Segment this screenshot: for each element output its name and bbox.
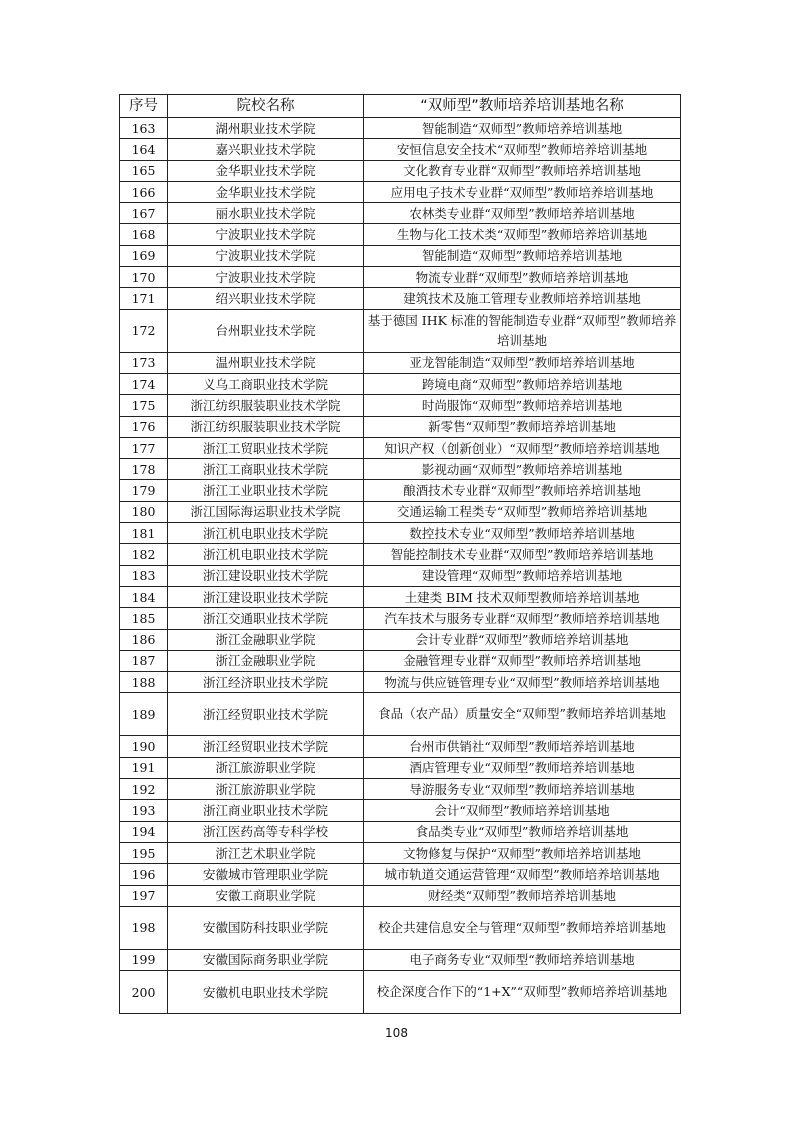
base-name: 建设管理“双师型”教师培养培训基地	[364, 565, 681, 586]
school-name: 金华职业技术学院	[168, 181, 364, 202]
school-name: 浙江机电职业技术学院	[168, 523, 364, 544]
base-list-table	[119, 94, 681, 1014]
school-name: 浙江纺织服装职业技术学院	[168, 416, 364, 437]
school-name: 台州职业技术学院	[168, 309, 364, 352]
table-row	[120, 736, 681, 757]
school-name: 浙江经济职业技术学院	[168, 672, 364, 693]
base-name: 会计“双师型”教师培养培训基地	[364, 800, 681, 821]
base-name: 新零售“双师型”教师培养培训基地	[364, 416, 681, 437]
school-name: 浙江工商职业技术学院	[168, 459, 364, 480]
school-name: 安徽工商职业学院	[168, 885, 364, 906]
row-number: 191	[120, 757, 168, 778]
table-row	[120, 885, 681, 906]
row-number: 170	[120, 267, 168, 288]
row-number: 185	[120, 608, 168, 629]
row-number: 174	[120, 373, 168, 394]
row-number: 189	[120, 693, 168, 736]
table-row	[120, 118, 681, 139]
base-name: 电子商务专业“双师型“教师培养培训基地	[364, 949, 681, 970]
header-number: 序号	[120, 95, 168, 118]
row-number: 165	[120, 160, 168, 181]
row-number: 173	[120, 352, 168, 373]
school-name: 安徽国防科技职业学院	[168, 906, 364, 949]
table-row	[120, 971, 681, 1014]
row-number: 177	[120, 437, 168, 458]
table-row	[120, 544, 681, 565]
table-row	[120, 267, 681, 288]
row-number: 181	[120, 523, 168, 544]
school-name: 温州职业技术学院	[168, 352, 364, 373]
school-name: 金华职业技术学院	[168, 160, 364, 181]
base-name: 智能制造“双师型”教师培养培训基地	[364, 118, 681, 139]
base-name: 校企共建信息安全与管理“双师型”教师培养培训基地	[364, 906, 681, 949]
school-name: 浙江建设职业技术学院	[168, 586, 364, 607]
base-name: 时尚服饰“双师型”教师培养培训基地	[364, 395, 681, 416]
row-number: 187	[120, 650, 168, 671]
school-name: 浙江旅游职业学院	[168, 779, 364, 800]
table-row	[120, 800, 681, 821]
base-name: 应用电子技术专业群“双师型”教师培养培训基地	[364, 181, 681, 202]
school-name: 浙江交通职业技术学院	[168, 608, 364, 629]
school-name: 丽水职业技术学院	[168, 203, 364, 224]
table-row	[120, 501, 681, 522]
row-number: 172	[120, 309, 168, 352]
base-name: 酿酒技术专业群“双师型”教师培养培训基地	[364, 480, 681, 501]
school-name: 安徽城市管理职业学院	[168, 864, 364, 885]
row-number: 198	[120, 906, 168, 949]
row-number: 168	[120, 224, 168, 245]
school-name: 宁波职业技术学院	[168, 224, 364, 245]
base-name: 物流专业群“双师型”教师培养培训基地	[364, 267, 681, 288]
row-number: 197	[120, 885, 168, 906]
table-row	[120, 779, 681, 800]
row-number: 179	[120, 480, 168, 501]
school-name: 安徽机电职业技术学院	[168, 971, 364, 1014]
school-name: 嘉兴职业技术学院	[168, 139, 364, 160]
base-name: 数控技术专业“双师型”教师培养培训基地	[364, 523, 681, 544]
base-name: 物流与供应链管理专业“双师型”教师培养培训基地	[364, 672, 681, 693]
row-number: 193	[120, 800, 168, 821]
school-name: 宁波职业技术学院	[168, 245, 364, 266]
row-number: 169	[120, 245, 168, 266]
table-row	[120, 565, 681, 586]
school-name: 安徽国际商务职业学院	[168, 949, 364, 970]
table-row	[120, 373, 681, 394]
row-number: 167	[120, 203, 168, 224]
table-row	[120, 821, 681, 842]
base-name: 农林类专业群“双师型”教师培养培训基地	[364, 203, 681, 224]
table-row	[120, 309, 681, 352]
school-name: 浙江旅游职业学院	[168, 757, 364, 778]
base-name: 知识产权（创新创业）“双师型”教师培养培训基地	[364, 437, 681, 458]
row-number: 176	[120, 416, 168, 437]
school-name: 浙江艺术职业学院	[168, 842, 364, 863]
table-row	[120, 181, 681, 202]
base-name: 智能控制技术专业群“双师型”教师培养培训基地	[364, 544, 681, 565]
base-name: 文物修复与保护“双师型”教师培养培训基地	[364, 842, 681, 863]
base-name: 土建类 BIM 技术双师型教师培养培训基地	[364, 586, 681, 607]
school-name: 义乌工商职业技术学院	[168, 373, 364, 394]
base-name: 亚龙智能制造“双师型”教师培养培训基地	[364, 352, 681, 373]
base-name: 导游服务专业“双师型”教师培养培训基地	[364, 779, 681, 800]
row-number: 188	[120, 672, 168, 693]
school-name: 浙江纺织服装职业技术学院	[168, 395, 364, 416]
table-row	[120, 586, 681, 607]
row-number: 163	[120, 118, 168, 139]
table-row	[120, 757, 681, 778]
table-row	[120, 650, 681, 671]
base-name: 城市轨道交通运营管理“双师型”教师培养培训基地	[364, 864, 681, 885]
table-row	[120, 395, 681, 416]
row-number: 200	[120, 971, 168, 1014]
row-number: 175	[120, 395, 168, 416]
row-number: 195	[120, 842, 168, 863]
base-name: 校企深度合作下的“1+X”“双师型”教师培养培训基地	[364, 971, 681, 1014]
table-row	[120, 842, 681, 863]
page-number: 108	[385, 1026, 408, 1040]
header-school-name: 院校名称	[168, 95, 364, 118]
base-name: 金融管理专业群“双师型”教师培养培训基地	[364, 650, 681, 671]
base-name: 生物与化工技术类“双师型”教师培养培训基地	[364, 224, 681, 245]
base-name: 基于德国 IHK 标准的智能制造专业群“双师型”教师培养培训基地	[364, 309, 681, 352]
base-name: 台州市供销社“双师型”教师培养培训基地	[364, 736, 681, 757]
base-name: 财经类“双师型”教师培养培训基地	[364, 885, 681, 906]
base-name: 文化教育专业群“双师型”教师培养培训基地	[364, 160, 681, 181]
row-number: 199	[120, 949, 168, 970]
school-name: 浙江医药高等专科学校	[168, 821, 364, 842]
base-name: 酒店管理专业“双师型”教师培养培训基地	[364, 757, 681, 778]
table-row	[120, 864, 681, 885]
school-name: 湖州职业技术学院	[168, 118, 364, 139]
table-row	[120, 672, 681, 693]
table-row	[120, 629, 681, 650]
row-number: 182	[120, 544, 168, 565]
header-base-name: “双师型”教师培养培训基地名称	[364, 95, 681, 118]
table-row	[120, 139, 681, 160]
base-name: 智能制造“双师型”教师培养培训基地	[364, 245, 681, 266]
base-name: 安恒信息安全技术“双师型”教师培养培训基地	[364, 139, 681, 160]
base-name: 食品类专业“双师型”教师培养培训基地	[364, 821, 681, 842]
row-number: 183	[120, 565, 168, 586]
row-number: 194	[120, 821, 168, 842]
school-name: 浙江商业职业技术学院	[168, 800, 364, 821]
table-row	[120, 352, 681, 373]
base-name: 会计专业群“双师型”教师培养培训基地	[364, 629, 681, 650]
school-name: 浙江经贸职业技术学院	[168, 736, 364, 757]
row-number: 186	[120, 629, 168, 650]
row-number: 190	[120, 736, 168, 757]
table-body	[120, 118, 681, 1014]
row-number: 171	[120, 288, 168, 309]
table-row	[120, 437, 681, 458]
row-number: 196	[120, 864, 168, 885]
row-number: 192	[120, 779, 168, 800]
base-name: 跨境电商“双师型”教师培养培训基地	[364, 373, 681, 394]
base-name: 汽车技术与服务专业群“双师型”教师培养培训基地	[364, 608, 681, 629]
table-row	[120, 608, 681, 629]
school-name: 浙江金融职业学院	[168, 629, 364, 650]
school-name: 浙江国际海运职业技术学院	[168, 501, 364, 522]
table-row	[120, 416, 681, 437]
table-row	[120, 203, 681, 224]
school-name: 浙江经贸职业技术学院	[168, 693, 364, 736]
table-row	[120, 523, 681, 544]
row-number: 164	[120, 139, 168, 160]
table-row	[120, 459, 681, 480]
table-row	[120, 693, 681, 736]
table-row	[120, 906, 681, 949]
row-number: 166	[120, 181, 168, 202]
row-number: 184	[120, 586, 168, 607]
base-name: 建筑技术及施工管理专业教师培养培训基地	[364, 288, 681, 309]
row-number: 180	[120, 501, 168, 522]
table-row	[120, 288, 681, 309]
school-name: 浙江建设职业技术学院	[168, 565, 364, 586]
school-name: 浙江金融职业学院	[168, 650, 364, 671]
table-row	[120, 224, 681, 245]
table-row	[120, 245, 681, 266]
base-name: 影视动画“双师型”教师培养培训基地	[364, 459, 681, 480]
school-name: 浙江工业职业技术学院	[168, 480, 364, 501]
school-name: 浙江机电职业技术学院	[168, 544, 364, 565]
school-name: 绍兴职业技术学院	[168, 288, 364, 309]
table-header-row	[120, 95, 681, 118]
school-name: 浙江工贸职业技术学院	[168, 437, 364, 458]
table-row	[120, 480, 681, 501]
table-row	[120, 160, 681, 181]
table-row	[120, 949, 681, 970]
row-number: 178	[120, 459, 168, 480]
school-name: 宁波职业技术学院	[168, 267, 364, 288]
base-name: 交通运输工程类专“双师型”教师培养培训基地	[364, 501, 681, 522]
base-name: 食品（农产品）质量安全“双师型”教师培养培训基地	[364, 693, 681, 736]
